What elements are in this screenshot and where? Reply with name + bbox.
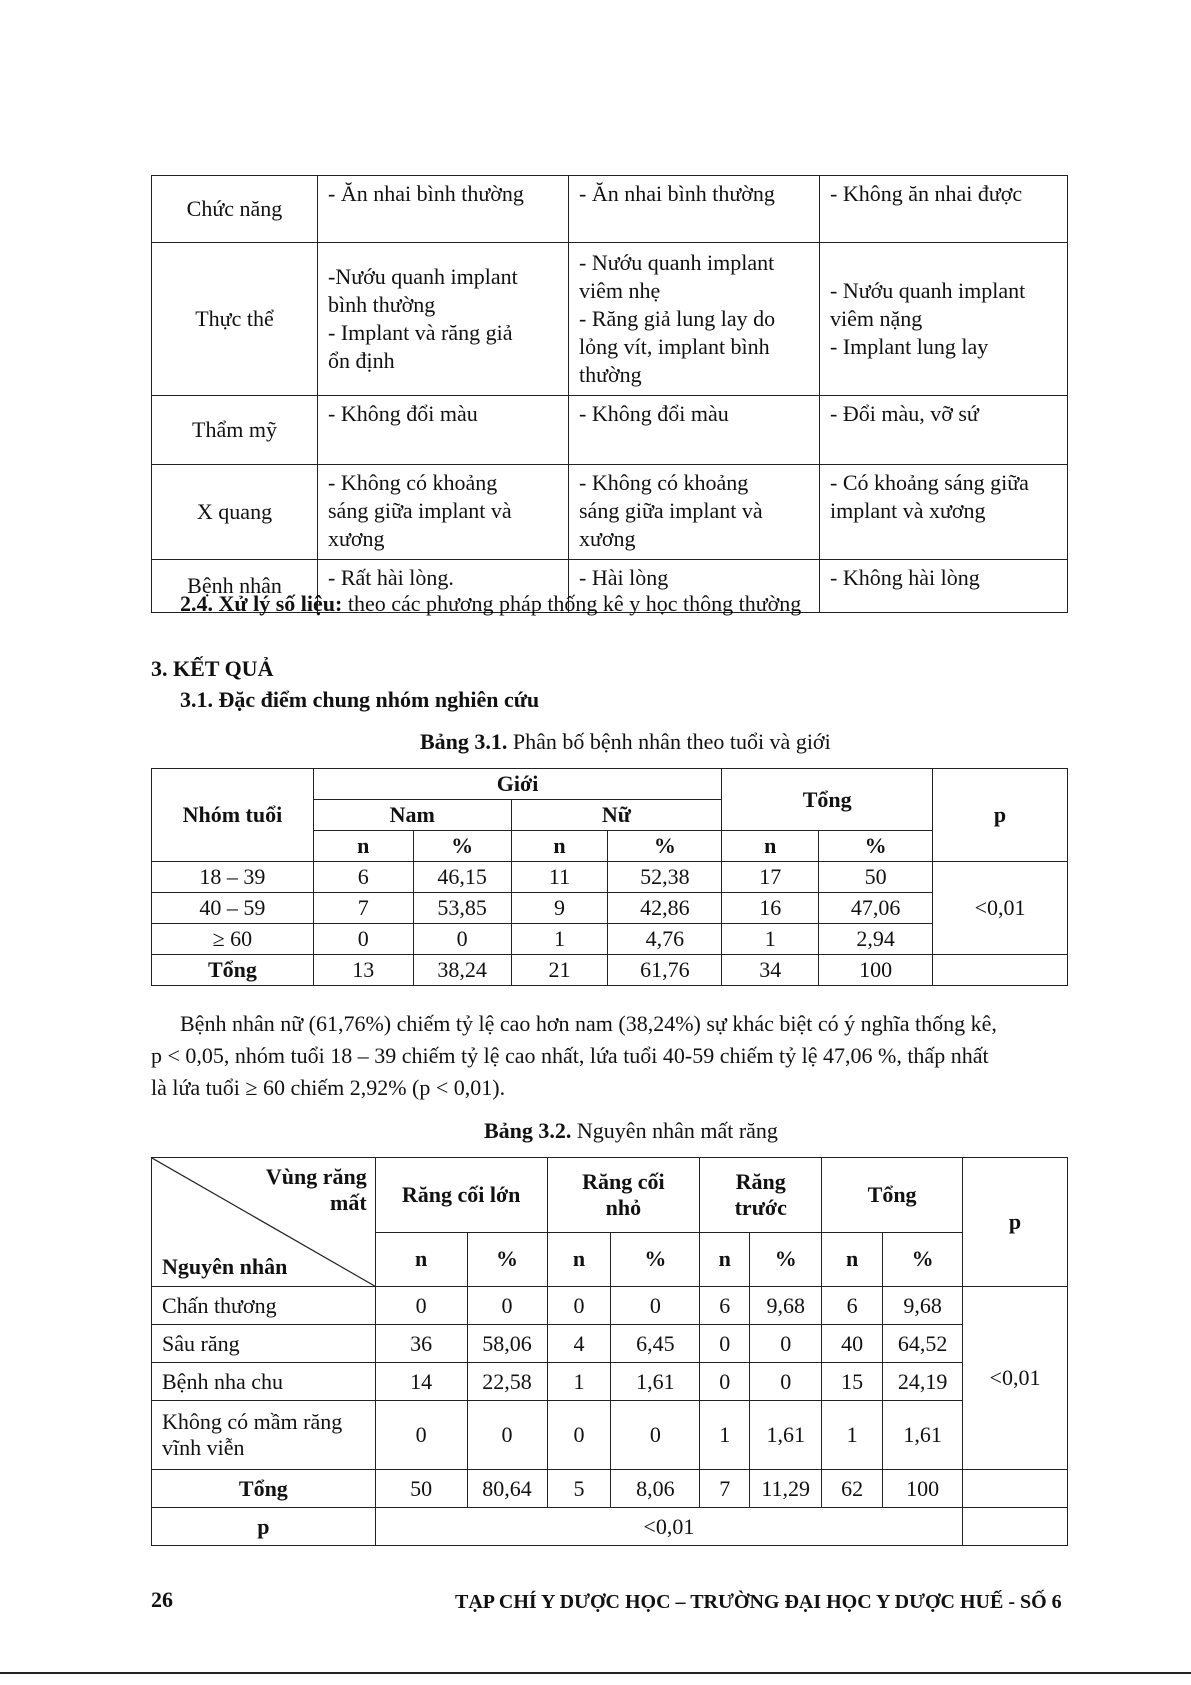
t32-cell: 6 (822, 1287, 883, 1325)
t31-cell: 1 (511, 924, 608, 955)
table31-caption-text: Phân bố bệnh nhân theo tuổi và giới (512, 729, 831, 754)
t31-cell: 34 (722, 955, 819, 986)
t32-cause-line: vĩnh viễn (162, 1435, 245, 1460)
t32-cell: 40 (822, 1325, 883, 1363)
t32-cell: 14 (375, 1363, 467, 1401)
t32-header-molar: Răng cối lớn (375, 1158, 547, 1233)
t32-cell: 100 (883, 1470, 963, 1508)
criteria-cell-fair (569, 465, 820, 560)
t31-header-n: n (511, 831, 608, 862)
table-row-total (152, 1470, 1068, 1508)
t31-cell: 40 – 59 (152, 893, 314, 924)
t32-header-p: p (963, 1158, 1068, 1287)
t32-header-pct: % (883, 1232, 963, 1286)
t32-cell: 9,68 (750, 1287, 822, 1325)
table32-caption-label: Bảng 3.2. (484, 1118, 572, 1143)
table32-caption-text: Nguyên nhân mất răng (576, 1118, 778, 1143)
t32-diagonal-header (152, 1158, 376, 1287)
t32-cell: 1 (822, 1401, 883, 1470)
t32-cell: 0 (547, 1287, 611, 1325)
t32-cell (963, 1508, 1068, 1546)
criteria-cell-poor (820, 396, 1068, 465)
t32-cell: 0 (467, 1401, 547, 1470)
t32-cause-line: Không có mầm răng (162, 1409, 343, 1434)
t32-header-pct: % (611, 1232, 700, 1286)
t32-cell: 24,19 (883, 1363, 963, 1401)
t31-header-n: n (722, 831, 819, 862)
t32-header-front-line1: Răng (735, 1168, 786, 1194)
t32-header-premolar (547, 1158, 700, 1233)
t32-cause-cell (152, 1401, 376, 1470)
t32-cell: 0 (750, 1363, 822, 1401)
table31-caption (420, 728, 831, 756)
paragraph-line: Bệnh nhân nữ (61,76%) chiếm tỷ lệ cao hơn nam (38,24%) sự khác biệt có ý nghĩa thống kê, (180, 1011, 997, 1036)
criteria-line: - Có khoảng sáng giữa (830, 470, 1029, 495)
t31-header-p: p (933, 769, 1068, 862)
t31-header-male: Nam (313, 800, 511, 831)
criteria-label: Bệnh nhân (152, 560, 318, 613)
criteria-label: Thực thể (152, 243, 318, 396)
t32-cell: 8,06 (611, 1470, 700, 1508)
t32-cell: <0,01 (375, 1508, 962, 1546)
t32-header-premolar-line1: Răng cối (582, 1168, 665, 1194)
t32-header-front (700, 1158, 822, 1233)
table-row (152, 1325, 1068, 1363)
t31-cell: ≥ 60 (152, 924, 314, 955)
t32-cell: 0 (750, 1325, 822, 1363)
t32-header-region-line1: Vùng răng (265, 1164, 367, 1189)
t32-p-value: <0,01 (963, 1287, 1068, 1470)
criteria-cell-fair (569, 176, 820, 243)
t32-header-pct: % (750, 1232, 822, 1286)
criteria-line: ổn định (328, 348, 395, 373)
t31-cell: Tổng (152, 955, 314, 986)
t32-header-premolar-line2: nhỏ (605, 1194, 642, 1220)
page-number: 26 (151, 1587, 173, 1612)
t32-cell: 64,52 (883, 1325, 963, 1363)
criteria-cell-poor (820, 465, 1068, 560)
t32-cell: 50 (375, 1470, 467, 1508)
criteria-line: - Không đổi màu (328, 401, 478, 426)
criteria-label: Thẩm mỹ (152, 396, 318, 465)
t31-cell: 50 (819, 862, 933, 893)
t32-cell: 9,68 (883, 1287, 963, 1325)
t32-cell: 0 (375, 1401, 467, 1470)
table-row (152, 862, 1068, 893)
criteria-line: - Không có khoảng (328, 470, 498, 495)
t32-cell: Tổng (152, 1470, 376, 1508)
table31-caption-label: Bảng 3.1. (420, 729, 508, 754)
t31-p-value: <0,01 (933, 862, 1068, 955)
table-row-p (152, 1508, 1068, 1546)
table-row (152, 243, 1068, 396)
t32-cell: 0 (611, 1401, 700, 1470)
table-row (152, 1287, 1068, 1325)
paragraph-line: p < 0,05, nhóm tuổi 18 – 39 chiếm tỷ lệ cao nhất, lứa tuổi 40-59 chiếm tỷ lệ 47,06 %, thấp nhất (151, 1043, 989, 1068)
t32-header-front-line2: trước (734, 1194, 787, 1220)
t32-cell: 0 (375, 1287, 467, 1325)
t32-cell: 0 (611, 1287, 700, 1325)
t32-cell: 1 (700, 1401, 750, 1470)
t31-cell: 11 (511, 862, 608, 893)
criteria-line: implant và xương (830, 498, 986, 523)
t32-cell: 0 (547, 1401, 611, 1470)
t32-cell: 6,45 (611, 1325, 700, 1363)
t32-header-total: Tổng (822, 1158, 963, 1233)
t32-cell: 7 (700, 1470, 750, 1508)
criteria-line: - Ăn nhai bình thường (579, 181, 775, 206)
criteria-cell-fair (569, 243, 820, 396)
criteria-cell-poor (820, 243, 1068, 396)
table-row-total (152, 955, 1068, 986)
criteria-line: - Không đổi màu (579, 401, 729, 426)
criteria-cell-fair (569, 396, 820, 465)
section-2-4-heading: 2.4. Xử lý số liệu: (180, 591, 343, 616)
criteria-line: - Răng giả lung lay do (579, 306, 776, 331)
criteria-line: - Ăn nhai bình thường (328, 181, 524, 206)
criteria-label: Chức năng (152, 176, 318, 243)
t31-header-n: n (313, 831, 413, 862)
t31-cell: 0 (313, 924, 413, 955)
t32-cell: 6 (700, 1287, 750, 1325)
table-row (152, 1363, 1068, 1401)
criteria-table (151, 175, 1068, 613)
table-3-1 (151, 768, 1068, 986)
criteria-line: - Không hài lòng (830, 565, 980, 590)
criteria-line: lỏng vít, implant bình (579, 334, 770, 359)
footer-rule (0, 1672, 1191, 1674)
criteria-cell-good (318, 243, 569, 396)
criteria-line: bình thường (328, 292, 436, 317)
criteria-line: thường (579, 362, 642, 387)
t31-cell: 7 (313, 893, 413, 924)
criteria-label: X quang (152, 465, 318, 560)
criteria-cell-good (318, 465, 569, 560)
t31-header-sex: Giới (313, 769, 722, 800)
t31-cell: 38,24 (413, 955, 511, 986)
t31-cell: 6 (313, 862, 413, 893)
t32-cell: 36 (375, 1325, 467, 1363)
t32-cell: 58,06 (467, 1325, 547, 1363)
t32-cell: p (152, 1508, 376, 1546)
table-row (152, 176, 1068, 243)
section-2-4-text: theo các phương pháp thống kê y học thông thường (347, 591, 802, 616)
t32-cell: 11,29 (750, 1470, 822, 1508)
criteria-line: - Hài lòng (579, 565, 669, 590)
t32-header-n: n (375, 1232, 467, 1286)
journal-title: TẠP CHÍ Y DƯỢC HỌC – TRƯỜNG ĐẠI HỌC Y DƯỢC HUẾ - SỐ 6 (455, 1591, 1062, 1613)
t32-header-region-line2: mất (330, 1190, 367, 1215)
section-3-1-heading: 3.1. Đặc điểm chung nhóm nghiên cứu (180, 687, 540, 712)
criteria-line: - Implant và răng giả (328, 320, 513, 345)
criteria-cell-poor (820, 560, 1068, 613)
t31-cell: 42,86 (608, 893, 722, 924)
t32-cause-cell: Bệnh nha chu (152, 1363, 376, 1401)
criteria-line: - Không có khoảng (579, 470, 749, 495)
t31-cell: 2,94 (819, 924, 933, 955)
table-row (152, 1401, 1068, 1470)
t32-cell: 0 (467, 1287, 547, 1325)
t31-header-group: Nhóm tuổi (152, 769, 314, 862)
criteria-cell-good (318, 396, 569, 465)
t32-header-cause: Nguyên nhân (162, 1254, 288, 1279)
t32-cell: 62 (822, 1470, 883, 1508)
t32-header-region (266, 1164, 367, 1216)
criteria-line: sáng giữa implant và (328, 498, 512, 523)
criteria-line: -Nướu quanh implant (328, 264, 518, 289)
t31-header-pct: % (413, 831, 511, 862)
t32-cell: 5 (547, 1470, 611, 1508)
t31-header-pct: % (608, 831, 722, 862)
table-row (152, 396, 1068, 465)
t31-header-female: Nữ (511, 800, 722, 831)
criteria-line: - Nướu quanh implant (830, 278, 1026, 303)
t32-header-pct: % (467, 1232, 547, 1286)
criteria-line: - Nướu quanh implant (579, 250, 775, 275)
t31-cell: 46,15 (413, 862, 511, 893)
section-2-4 (180, 590, 801, 618)
criteria-line: - Không ăn nhai được (830, 181, 1023, 206)
t31-cell: 100 (819, 955, 933, 986)
t31-cell: 18 – 39 (152, 862, 314, 893)
criteria-line: - Rất hài lòng. (328, 565, 454, 590)
section-3-heading: 3. KẾT QUẢ (151, 656, 274, 681)
t32-cell (963, 1470, 1068, 1508)
t32-cell: 22,58 (467, 1363, 547, 1401)
t32-cell: 1,61 (750, 1401, 822, 1470)
t31-cell: 47,06 (819, 893, 933, 924)
t32-cause-cell: Sâu răng (152, 1325, 376, 1363)
t32-cell: 80,64 (467, 1470, 547, 1508)
t31-cell: 1 (722, 924, 819, 955)
t32-cell: 4 (547, 1325, 611, 1363)
t31-cell: 16 (722, 893, 819, 924)
t31-cell: 4,76 (608, 924, 722, 955)
t31-header-total: Tổng (722, 769, 933, 831)
criteria-cell-poor (820, 176, 1068, 243)
t32-cell: 1,61 (883, 1401, 963, 1470)
criteria-line: viêm nặng (830, 306, 923, 331)
table-row (152, 465, 1068, 560)
t31-cell: 21 (511, 955, 608, 986)
t31-cell: 52,38 (608, 862, 722, 893)
table-row (152, 893, 1068, 924)
criteria-line: - Đổi màu, vỡ sứ (830, 401, 979, 426)
criteria-line: xương (328, 526, 385, 551)
t32-cell: 15 (822, 1363, 883, 1401)
t31-cell: 53,85 (413, 893, 511, 924)
t31-cell: 9 (511, 893, 608, 924)
t32-cell: 1 (547, 1363, 611, 1401)
t31-cell: 17 (722, 862, 819, 893)
table-row (152, 924, 1068, 955)
t31-header-pct: % (819, 831, 933, 862)
t32-header-n: n (547, 1232, 611, 1286)
t31-cell: 0 (413, 924, 511, 955)
table-3-2 (151, 1157, 1068, 1546)
t32-cell: 0 (700, 1325, 750, 1363)
t32-cause-cell: Chấn thương (152, 1287, 376, 1325)
t32-header-n: n (822, 1232, 883, 1286)
criteria-line: xương (579, 526, 636, 551)
t32-header-n: n (700, 1232, 750, 1286)
t32-cell: 0 (700, 1363, 750, 1401)
criteria-cell-good (318, 176, 569, 243)
t31-cell: 61,76 (608, 955, 722, 986)
criteria-line: sáng giữa implant và (579, 498, 763, 523)
paragraph-line: là lứa tuổi ≥ 60 chiếm 2,92% (p < 0,01). (151, 1075, 506, 1100)
t31-cell: 13 (313, 955, 413, 986)
table32-caption (484, 1117, 778, 1145)
t32-cell: 1,61 (611, 1363, 700, 1401)
criteria-line: - Implant lung lay (830, 334, 989, 359)
t31-cell (933, 955, 1068, 986)
criteria-line: viêm nhẹ (579, 278, 661, 303)
